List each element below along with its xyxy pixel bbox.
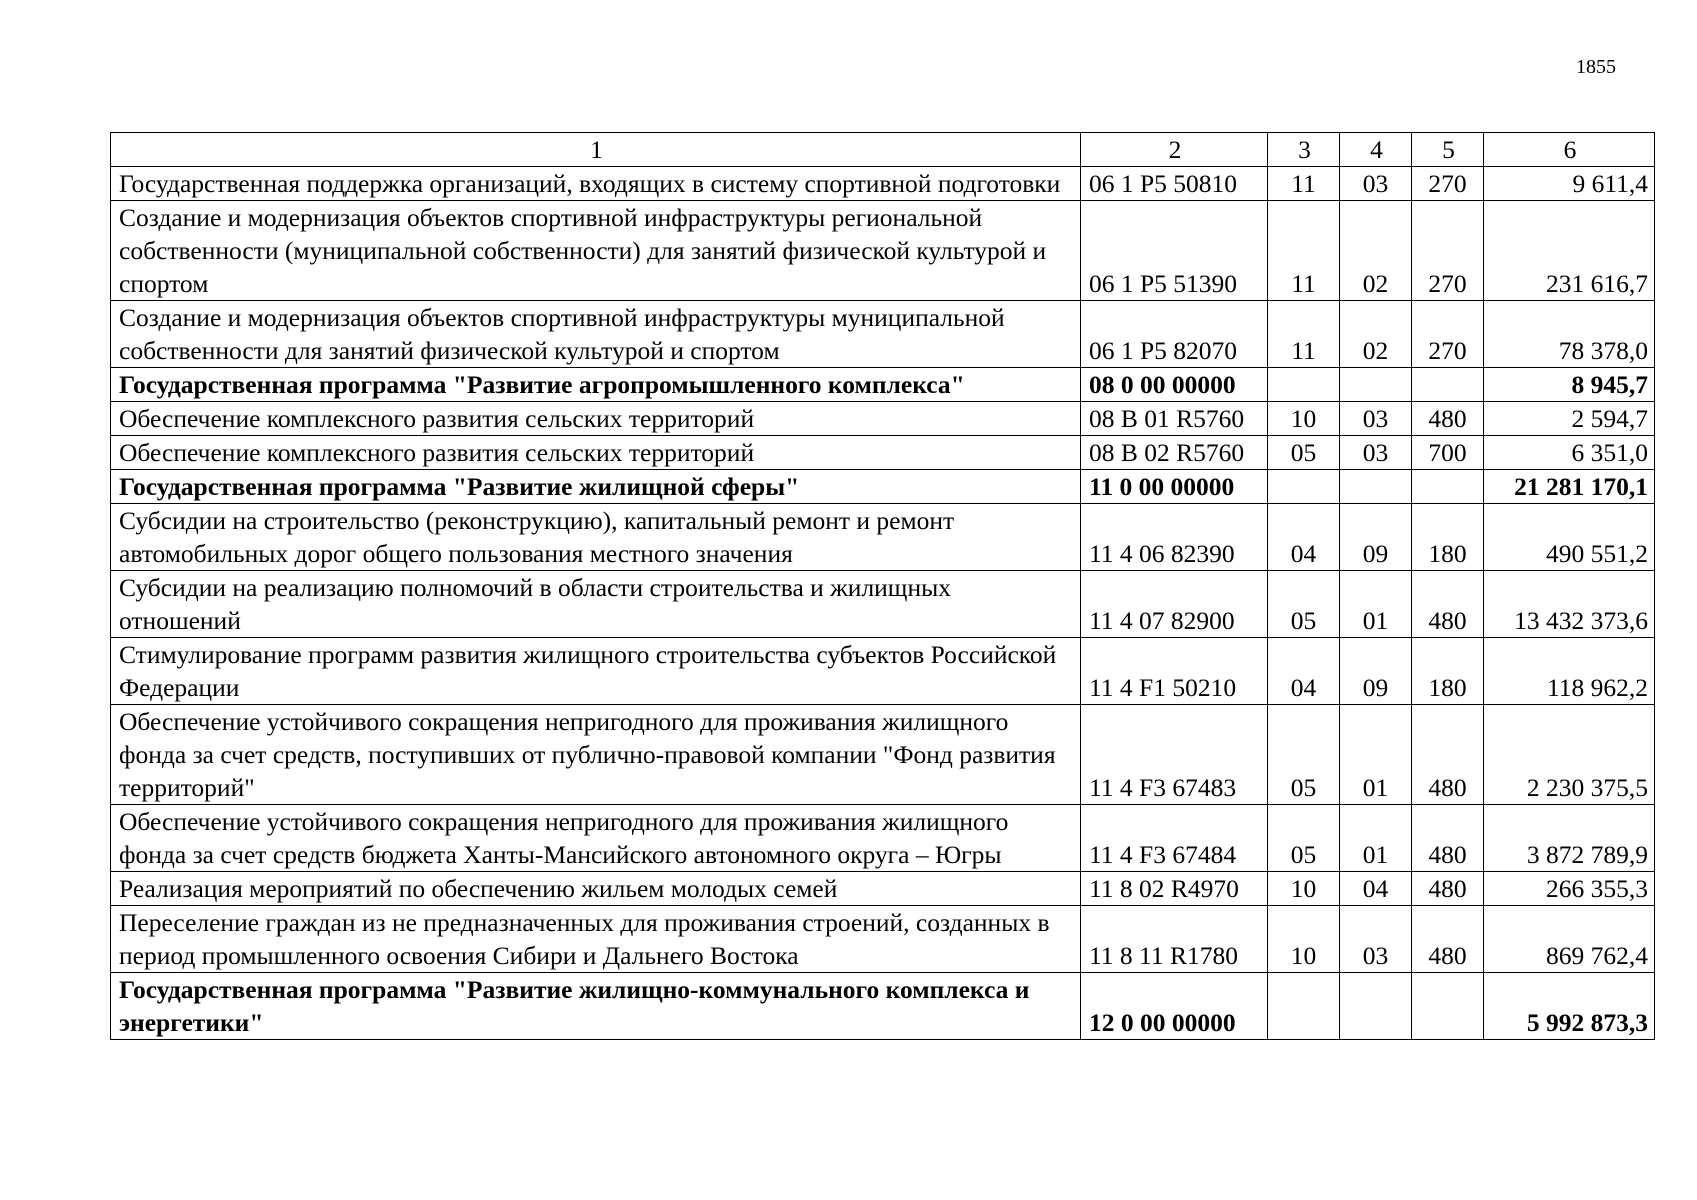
row-section-cell: 04 [1268,504,1340,571]
table-row [111,368,1655,402]
row-amount-cell: 266 355,3 [1484,872,1655,906]
row-subsection-cell: 01 [1340,805,1412,872]
row-subsection-cell: 03 [1340,436,1412,470]
row-section-cell: 05 [1268,571,1340,638]
row-expense-type-cell: 180 [1412,638,1484,705]
row-section-cell: 11 [1268,301,1340,368]
row-subsection-cell [1340,470,1412,504]
row-section-cell: 10 [1268,872,1340,906]
row-subsection-cell: 03 [1340,906,1412,973]
row-expense-type-cell: 480 [1412,805,1484,872]
row-subsection-cell: 02 [1340,201,1412,301]
row-section-cell [1268,470,1340,504]
row-name-cell: Обеспечение устойчивого сокращения непригодного для проживания жилищного фонда за счет средств, поступивших от публично-правовой компании "Фонд развития территорий" [111,705,1081,805]
row-amount-cell: 6 351,0 [1484,436,1655,470]
row-subsection-cell: 01 [1340,705,1412,805]
row-amount-cell: 2 230 375,5 [1484,705,1655,805]
row-name-cell: Создание и модернизация объектов спортивной инфраструктуры региональной собственности (муниципальной собственности) для занятий физической культурой и спортом [111,201,1081,301]
table-row [111,504,1655,571]
column-header: 6 [1484,133,1655,167]
row-name-cell: Субсидии на реализацию полномочий в области строительства и жилищных отношений [111,571,1081,638]
row-code-cell: 06 1 P5 82070 [1081,301,1268,368]
table-row [111,872,1655,906]
row-subsection-cell: 09 [1340,504,1412,571]
row-expense-type-cell: 270 [1412,201,1484,301]
row-name-cell: Обеспечение комплексного развития сельских территорий [111,436,1081,470]
row-code-cell: 11 4 07 82900 [1081,571,1268,638]
row-section-cell: 11 [1268,167,1340,201]
row-expense-type-cell: 480 [1412,872,1484,906]
row-subsection-cell [1340,973,1412,1040]
table-row [111,167,1655,201]
row-amount-cell: 2 594,7 [1484,402,1655,436]
row-amount-cell: 3 872 789,9 [1484,805,1655,872]
budget-table [110,132,1655,1040]
row-expense-type-cell: 480 [1412,571,1484,638]
row-subsection-cell: 01 [1340,571,1412,638]
row-expense-type-cell: 480 [1412,705,1484,805]
row-section-cell: 10 [1268,402,1340,436]
row-amount-cell: 490 551,2 [1484,504,1655,571]
column-header: 2 [1081,133,1268,167]
column-header: 3 [1268,133,1340,167]
row-amount-cell: 78 378,0 [1484,301,1655,368]
row-section-cell: 04 [1268,638,1340,705]
table-row [111,201,1655,301]
row-section-cell: 05 [1268,705,1340,805]
row-name-cell: Создание и модернизация объектов спортивной инфраструктуры муниципальной собственности для занятий физической культурой и спортом [111,301,1081,368]
row-name-cell: Переселение граждан из не предназначенных для проживания строений, созданных в период промышленного освоения Сибири и Дальнего Востока [111,906,1081,973]
row-subsection-cell: 09 [1340,638,1412,705]
column-header: 4 [1340,133,1412,167]
row-amount-cell: 9 611,4 [1484,167,1655,201]
row-name-cell: Обеспечение комплексного развития сельских территорий [111,402,1081,436]
row-code-cell: 11 8 02 R4970 [1081,872,1268,906]
table-row [111,470,1655,504]
table-row [111,301,1655,368]
row-section-cell: 05 [1268,805,1340,872]
row-section-cell: 10 [1268,906,1340,973]
row-amount-cell: 21 281 170,1 [1484,470,1655,504]
row-name-cell: Стимулирование программ развития жилищного строительства субъектов Российской Федерации [111,638,1081,705]
column-header: 5 [1412,133,1484,167]
row-expense-type-cell: 480 [1412,906,1484,973]
row-code-cell: 08 В 02 R5760 [1081,436,1268,470]
row-subsection-cell: 04 [1340,872,1412,906]
row-code-cell: 08 В 01 R5760 [1081,402,1268,436]
table-row [111,402,1655,436]
table-row [111,705,1655,805]
row-expense-type-cell [1412,368,1484,402]
row-expense-type-cell: 270 [1412,167,1484,201]
row-name-cell: Государственная поддержка организаций, входящих в систему спортивной подготовки [111,167,1081,201]
row-amount-cell: 8 945,7 [1484,368,1655,402]
row-name-cell: Реализация мероприятий по обеспечению жильем молодых семей [111,872,1081,906]
row-amount-cell: 13 432 373,6 [1484,571,1655,638]
table-row [111,571,1655,638]
table-row [111,436,1655,470]
row-code-cell: 11 4 F3 67483 [1081,705,1268,805]
page-number: 1855 [1576,56,1616,78]
row-amount-cell: 5 992 873,3 [1484,973,1655,1040]
row-name-cell: Государственная программа "Развитие жилищно-коммунального комплекса и энергетики" [111,973,1081,1040]
row-code-cell: 06 1 P5 51390 [1081,201,1268,301]
row-subsection-cell [1340,368,1412,402]
row-expense-type-cell: 700 [1412,436,1484,470]
header-row [111,133,1655,167]
row-section-cell [1268,368,1340,402]
row-section-cell: 05 [1268,436,1340,470]
row-expense-type-cell [1412,973,1484,1040]
row-expense-type-cell: 180 [1412,504,1484,571]
table-row [111,973,1655,1040]
table-row [111,906,1655,973]
row-subsection-cell: 03 [1340,402,1412,436]
row-name-cell: Обеспечение устойчивого сокращения непригодного для проживания жилищного фонда за счет средств бюджета Ханты-Мансийского автономного округа – Югры [111,805,1081,872]
row-amount-cell: 869 762,4 [1484,906,1655,973]
row-code-cell: 11 4 06 82390 [1081,504,1268,571]
row-code-cell: 11 4 F1 50210 [1081,638,1268,705]
table-row [111,638,1655,705]
row-code-cell: 11 4 F3 67484 [1081,805,1268,872]
row-code-cell: 12 0 00 00000 [1081,973,1268,1040]
row-name-cell: Субсидии на строительство (реконструкцию), капитальный ремонт и ремонт автомобильных дорог общего пользования местного значения [111,504,1081,571]
row-section-cell [1268,973,1340,1040]
row-name-cell: Государственная программа "Развитие жилищной сферы" [111,470,1081,504]
row-code-cell: 08 0 00 00000 [1081,368,1268,402]
column-header: 1 [111,133,1081,167]
row-code-cell: 11 0 00 00000 [1081,470,1268,504]
row-name-cell: Государственная программа "Развитие агропромышленного комплекса" [111,368,1081,402]
row-code-cell: 11 8 11 R1780 [1081,906,1268,973]
row-amount-cell: 118 962,2 [1484,638,1655,705]
row-section-cell: 11 [1268,201,1340,301]
row-amount-cell: 231 616,7 [1484,201,1655,301]
row-code-cell: 06 1 P5 50810 [1081,167,1268,201]
row-expense-type-cell: 270 [1412,301,1484,368]
row-expense-type-cell: 480 [1412,402,1484,436]
table-row [111,805,1655,872]
row-subsection-cell: 03 [1340,167,1412,201]
row-subsection-cell: 02 [1340,301,1412,368]
row-expense-type-cell [1412,470,1484,504]
